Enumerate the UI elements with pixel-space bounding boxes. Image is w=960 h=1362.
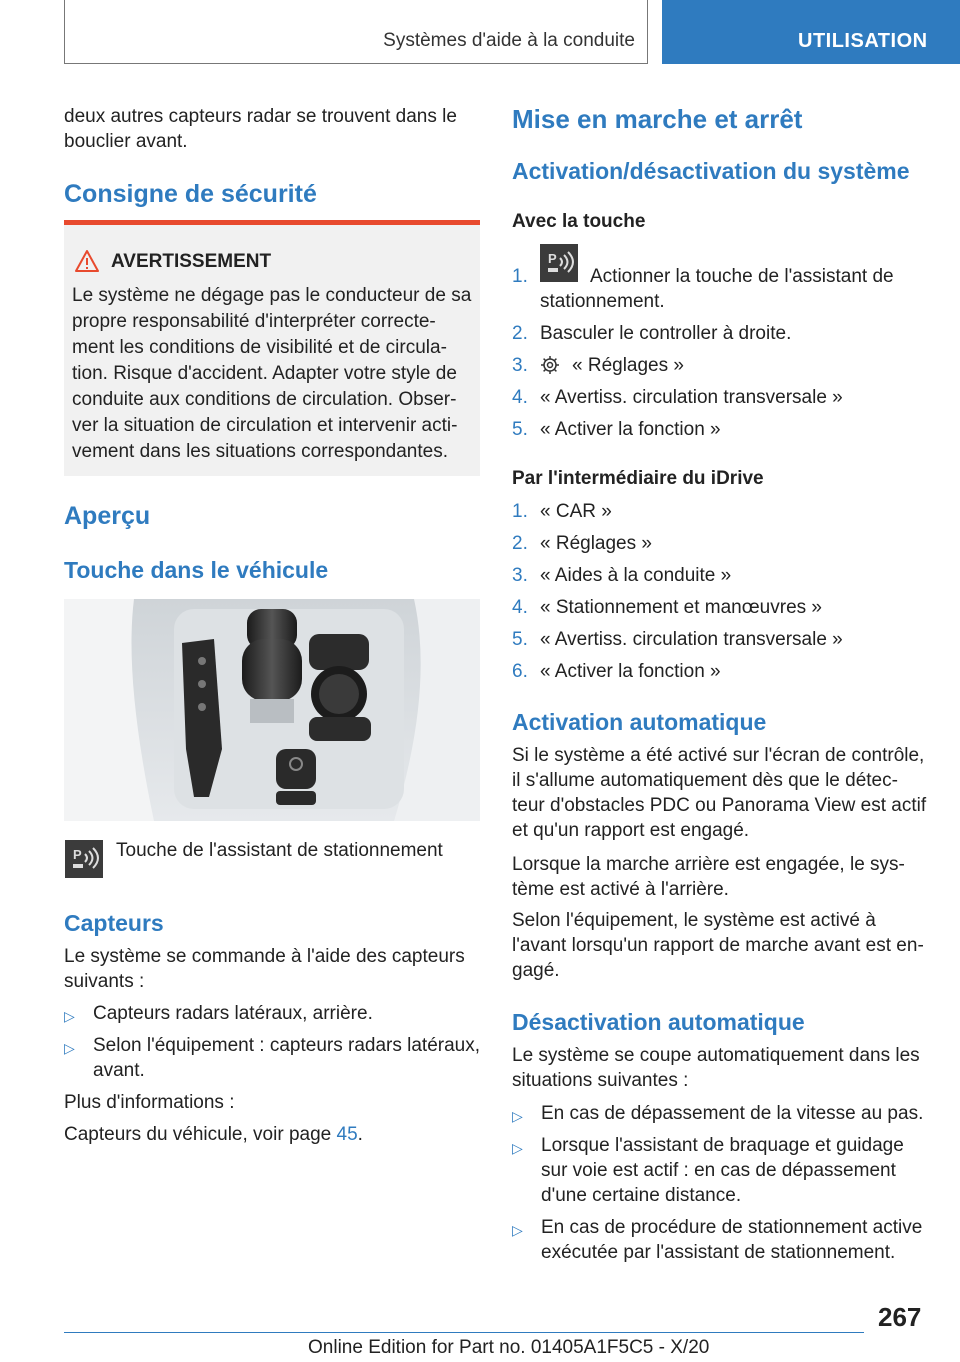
header-section-box xyxy=(64,0,648,64)
intro-line-2: bouclier avant. xyxy=(64,131,188,152)
list-item xyxy=(512,499,932,524)
svg-text:P: P xyxy=(73,847,82,862)
settings-gear-icon xyxy=(540,355,560,375)
step-text: stationnement. xyxy=(540,291,665,312)
step-number: 1. xyxy=(512,501,528,522)
page-reference xyxy=(64,1122,363,1147)
list-item xyxy=(64,1001,480,1026)
step-number: 2. xyxy=(512,533,528,554)
step-number: 2. xyxy=(512,323,528,344)
list-item-text: avant. xyxy=(93,1060,145,1081)
step-text: « Réglages » xyxy=(540,533,652,554)
warning-line: ver la situation de circulation et intervenir acti- xyxy=(72,415,458,436)
vehicle-console-photo xyxy=(64,599,480,821)
list-item-text: Lorsque l'assistant de braquage et guidage xyxy=(541,1135,904,1156)
parking-assistant-button-icon xyxy=(540,244,578,282)
paragraph-line: Le système se coupe automatiquement dans les xyxy=(512,1045,920,1066)
list-item xyxy=(512,417,932,442)
warning-text xyxy=(72,283,476,465)
paragraph-line: situations suivantes : xyxy=(512,1070,689,1091)
step-number: 4. xyxy=(512,597,528,618)
list-item-text: sur voie est actif : en cas de dépassement xyxy=(541,1160,896,1181)
list-item xyxy=(512,251,932,314)
idrive-heading: Par l'intermédiaire du iDrive xyxy=(512,468,764,489)
reference-text: Capteurs du véhicule, voir page xyxy=(64,1124,332,1145)
header-section-title: Systèmes d'aide à la conduite xyxy=(383,30,635,51)
auto-deactivation-heading: Désactivation automatique xyxy=(512,1009,805,1035)
list-item xyxy=(512,1101,932,1126)
svg-text:P: P xyxy=(548,251,557,266)
intro-line-1: deux autres capteurs radar se trouvent dans le xyxy=(64,106,457,127)
list-item xyxy=(512,659,932,684)
triangle-bullet-icon: ▷ xyxy=(512,1108,523,1124)
list-item xyxy=(512,1133,932,1208)
sensors-heading: Capteurs xyxy=(64,910,164,936)
step-text: « Aides à la conduite » xyxy=(540,565,732,586)
footer-edition: Online Edition for Part no. 01405A1F5C5 - X/20 xyxy=(308,1337,710,1358)
warning-line: tion. Risque d'accident. Adapter votre style de xyxy=(72,363,457,384)
paragraph-line: teur d'obstacles PDC ou Panorama View est actif xyxy=(512,795,927,816)
header-chapter-tab xyxy=(662,0,960,64)
sensors-text-1: Le système se commande à l'aide des capteurs xyxy=(64,946,465,967)
warning-line: propre responsabilité d'interpréter correcte- xyxy=(72,311,436,332)
list-item xyxy=(64,1033,480,1083)
step-text: « Stationnement et manœuvres » xyxy=(540,597,822,618)
paragraph-line: et qu'un rapport est engagé. xyxy=(512,820,750,841)
more-info-label: Plus d'informations : xyxy=(64,1092,235,1113)
warning-title: AVERTISSEMENT xyxy=(111,251,272,272)
warning-box xyxy=(64,220,480,476)
step-text: Basculer le controller à droite. xyxy=(540,323,792,344)
auto-deactivation-text xyxy=(512,1043,920,1093)
step-number: 5. xyxy=(512,419,528,440)
step-text: « Réglages » xyxy=(572,355,684,376)
auto-activation-text xyxy=(512,743,926,843)
warning-line: Le système ne dégage pas le conducteur de sa xyxy=(72,285,472,306)
paragraph-line: l'avant lorsqu'un rapport de marche avant est en- xyxy=(512,935,924,956)
reverse-gear-text xyxy=(512,852,905,902)
step-number: 5. xyxy=(512,629,528,650)
activation-heading: Activation/désactivation du système xyxy=(512,158,910,184)
list-item-text: Capteurs radars latéraux, arrière. xyxy=(93,1003,373,1024)
reference-period: . xyxy=(357,1124,363,1145)
forward-gear-text xyxy=(512,908,924,983)
header-chapter-title: UTILISATION xyxy=(798,30,928,52)
list-item-text: En cas de dépassement de la vitesse au pas. xyxy=(541,1103,924,1124)
list-item-text: exécutée par l'assistant de stationnement. xyxy=(541,1242,896,1263)
triangle-bullet-icon: ▷ xyxy=(64,1008,75,1024)
paragraph-line: gagé. xyxy=(512,960,560,981)
step-number: 1. xyxy=(512,266,528,287)
list-item xyxy=(512,353,932,378)
warning-line: vement dans les situations correspondantes. xyxy=(72,441,448,462)
step-text: « Avertiss. circulation transversale » xyxy=(540,387,843,408)
step-text: « CAR » xyxy=(540,501,612,522)
button-heading: Touche dans le véhicule xyxy=(64,557,329,583)
safety-heading: Consigne de sécurité xyxy=(64,180,317,208)
list-item xyxy=(512,1215,932,1265)
photo-caption: Touche de l'assistant de stationnement xyxy=(116,840,443,861)
list-item xyxy=(512,385,932,410)
list-item xyxy=(512,531,932,556)
page-number: 267 xyxy=(878,1302,922,1332)
list-item-text: En cas de procédure de stationnement active xyxy=(541,1217,923,1238)
triangle-bullet-icon: ▷ xyxy=(64,1040,75,1056)
triangle-bullet-icon: ▷ xyxy=(512,1140,523,1156)
overview-heading: Aperçu xyxy=(64,502,151,530)
list-item xyxy=(512,321,932,346)
step-text: « Avertiss. circulation transversale » xyxy=(540,629,843,650)
step-text: Actionner la touche de l'assistant de xyxy=(590,266,894,287)
paragraph-line: il s'allume automatiquement dès que le détec- xyxy=(512,770,898,791)
paragraph-line: Selon l'équipement, le système est activé à xyxy=(512,910,876,931)
step-number: 4. xyxy=(512,387,528,408)
step-number: 6. xyxy=(512,661,528,682)
paragraph-line: tème est activé à l'arrière. xyxy=(512,879,729,900)
warning-line: conduite aux conditions de circulation. Obser- xyxy=(72,389,457,410)
list-item-text: d'une certaine distance. xyxy=(541,1185,742,1206)
step-number: 3. xyxy=(512,565,528,586)
paragraph-line: Lorsque la marche arrière est engagée, le sys- xyxy=(512,854,905,875)
triangle-bullet-icon: ▷ xyxy=(512,1222,523,1238)
main-heading: Mise en marche et arrêt xyxy=(512,104,803,134)
list-item xyxy=(512,627,932,652)
footer-divider xyxy=(64,1332,864,1333)
list-item xyxy=(512,595,932,620)
list-item-text: Selon l'équipement : capteurs radars latéraux, xyxy=(93,1035,481,1056)
sensors-text-2: suivants : xyxy=(64,971,145,992)
paragraph-line: Si le système a été activé sur l'écran de contrôle, xyxy=(512,745,925,766)
warning-icon xyxy=(74,249,100,273)
reference-page-link[interactable]: 45 xyxy=(336,1124,358,1145)
parking-assistant-button-icon xyxy=(65,840,103,878)
list-item xyxy=(512,563,932,588)
step-text: « Activer la fonction » xyxy=(540,661,721,682)
auto-activation-heading: Activation automatique xyxy=(512,709,767,735)
step-text: « Activer la fonction » xyxy=(540,419,721,440)
with-button-heading: Avec la touche xyxy=(512,211,646,232)
step-number: 3. xyxy=(512,355,528,376)
warning-line: ment les conditions de visibilité et de circula- xyxy=(72,337,447,358)
